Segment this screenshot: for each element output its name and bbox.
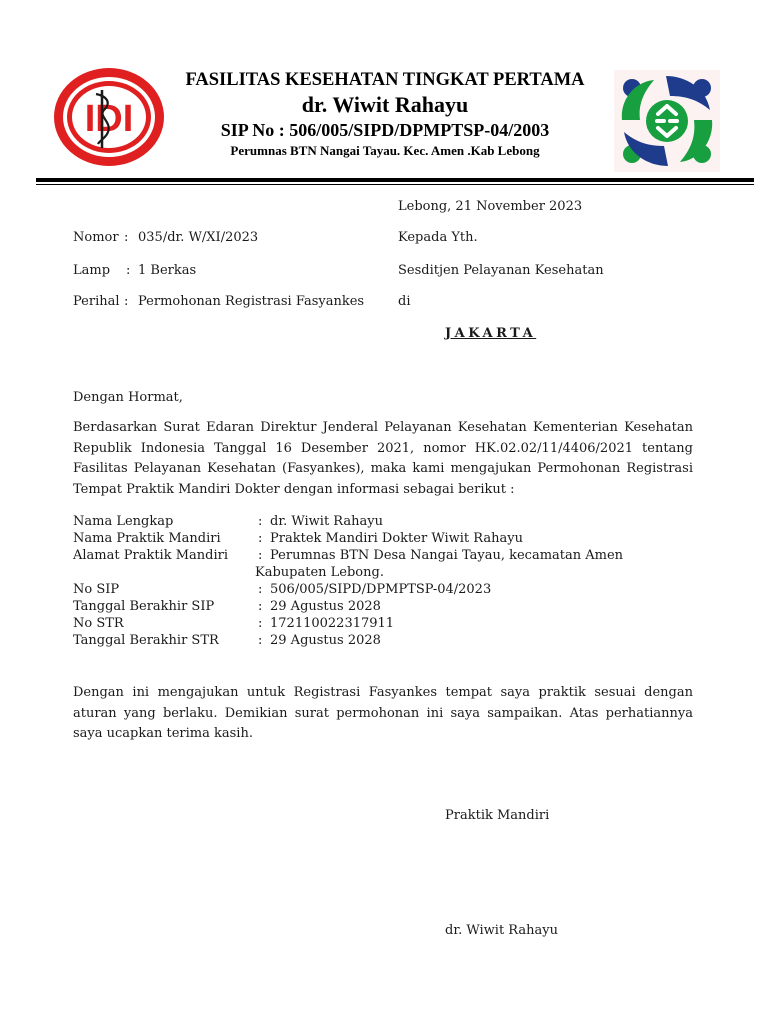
detail-colon: : — [258, 531, 263, 546]
detail-value: Praktek Mandiri Dokter Wiwit Rahayu — [270, 531, 523, 546]
recipient-city: JAKARTA — [445, 326, 537, 341]
detail-value: Perumnas BTN Desa Nangai Tayau, kecamatan Amen — [270, 548, 624, 563]
detail-colon: : — [258, 514, 263, 529]
closing-paragraph: Dengan ini mengajukan untuk Registrasi Fasyankes tempat saya praktik sesuai dengan aturan yang berlaku. Demikian surat permohonan ini saya sampaikan. Atas perhatiannya saya ucapkan terima kasih. — [73, 685, 693, 741]
detail-colon: : — [258, 599, 263, 614]
place-date: Lebong, 21 November 2023 — [398, 199, 583, 214]
greeting: Dengan Hormat, — [73, 390, 183, 405]
detail-label: No SIP — [73, 582, 120, 597]
lamp-value: 1 Berkas — [138, 263, 197, 278]
nomor-colon: : — [124, 230, 129, 245]
letterhead-divider-thin — [36, 184, 754, 185]
nomor-label: Nomor — [73, 230, 119, 245]
letterhead-address: Perumnas BTN Nangai Tayau. Kec. Amen .Kab Lebong — [230, 143, 540, 158]
idi-logo — [52, 66, 166, 168]
recipient-di: di — [398, 294, 411, 309]
detail-value: 29 Agustus 2028 — [270, 599, 381, 614]
recipient-greeting: Kepada Yth. — [398, 230, 478, 245]
detail-label: No STR — [73, 616, 124, 631]
letterhead-sip: SIP No : 506/005/SIPD/DPMPTSP-04/2003 — [220, 120, 550, 140]
perihal-colon: : — [124, 294, 129, 309]
detail-label: Tanggal Berakhir SIP — [73, 599, 215, 614]
letterhead-divider — [36, 178, 754, 182]
signature-title: Praktik Mandiri — [445, 808, 550, 823]
lamp-colon: : — [126, 263, 131, 278]
detail-label: Alamat Praktik Mandiri — [73, 548, 228, 563]
detail-colon: : — [258, 633, 263, 648]
detail-colon: : — [258, 548, 263, 563]
recipient-office: Sesditjen Pelayanan Kesehatan — [398, 263, 604, 278]
detail-value-continuation: Kabupaten Lebong. — [255, 565, 384, 580]
detail-label: Tanggal Berakhir STR — [73, 633, 219, 648]
detail-value: 29 Agustus 2028 — [270, 633, 381, 648]
letterhead-title: FASILITAS KESEHATAN TINGKAT PERTAMA — [185, 70, 585, 90]
intro-paragraph: Berdasarkan Surat Edaran Direktur Jenderal Pelayanan Kesehatan Kementerian Kesehatan Republik Indonesia Tanggal 16 Desember 2021, nomor HK.02.02/11/4406/2021 tentang Fasilitas Pelayanan Kesehatan (Fasyankes), maka kami mengajukan Permohonan Registrasi Tempat Praktik Mandiri Dokter dengan informasi sebagai berikut : — [73, 420, 693, 497]
fasyankes-logo — [614, 70, 720, 172]
detail-colon: : — [258, 616, 263, 631]
detail-value: dr. Wiwit Rahayu — [270, 514, 383, 529]
detail-label: Nama Lengkap — [73, 514, 174, 529]
letterhead-doctor-name: dr. Wiwit Rahayu — [301, 92, 469, 117]
detail-colon: : — [258, 582, 263, 597]
idi-logo-text: IDI — [84, 98, 134, 140]
nomor-value: 035/dr. W/XI/2023 — [138, 230, 259, 245]
perihal-label: Perihal — [73, 294, 120, 309]
lamp-label: Lamp — [73, 263, 111, 278]
detail-value: 506/005/SIPD/DPMPTSP-04/2023 — [270, 582, 492, 597]
signature-name: dr. Wiwit Rahayu — [445, 923, 558, 938]
perihal-value: Permohonan Registrasi Fasyankes — [138, 294, 365, 309]
detail-label: Nama Praktik Mandiri — [73, 531, 221, 546]
detail-value: 172110022317911 — [270, 616, 395, 631]
